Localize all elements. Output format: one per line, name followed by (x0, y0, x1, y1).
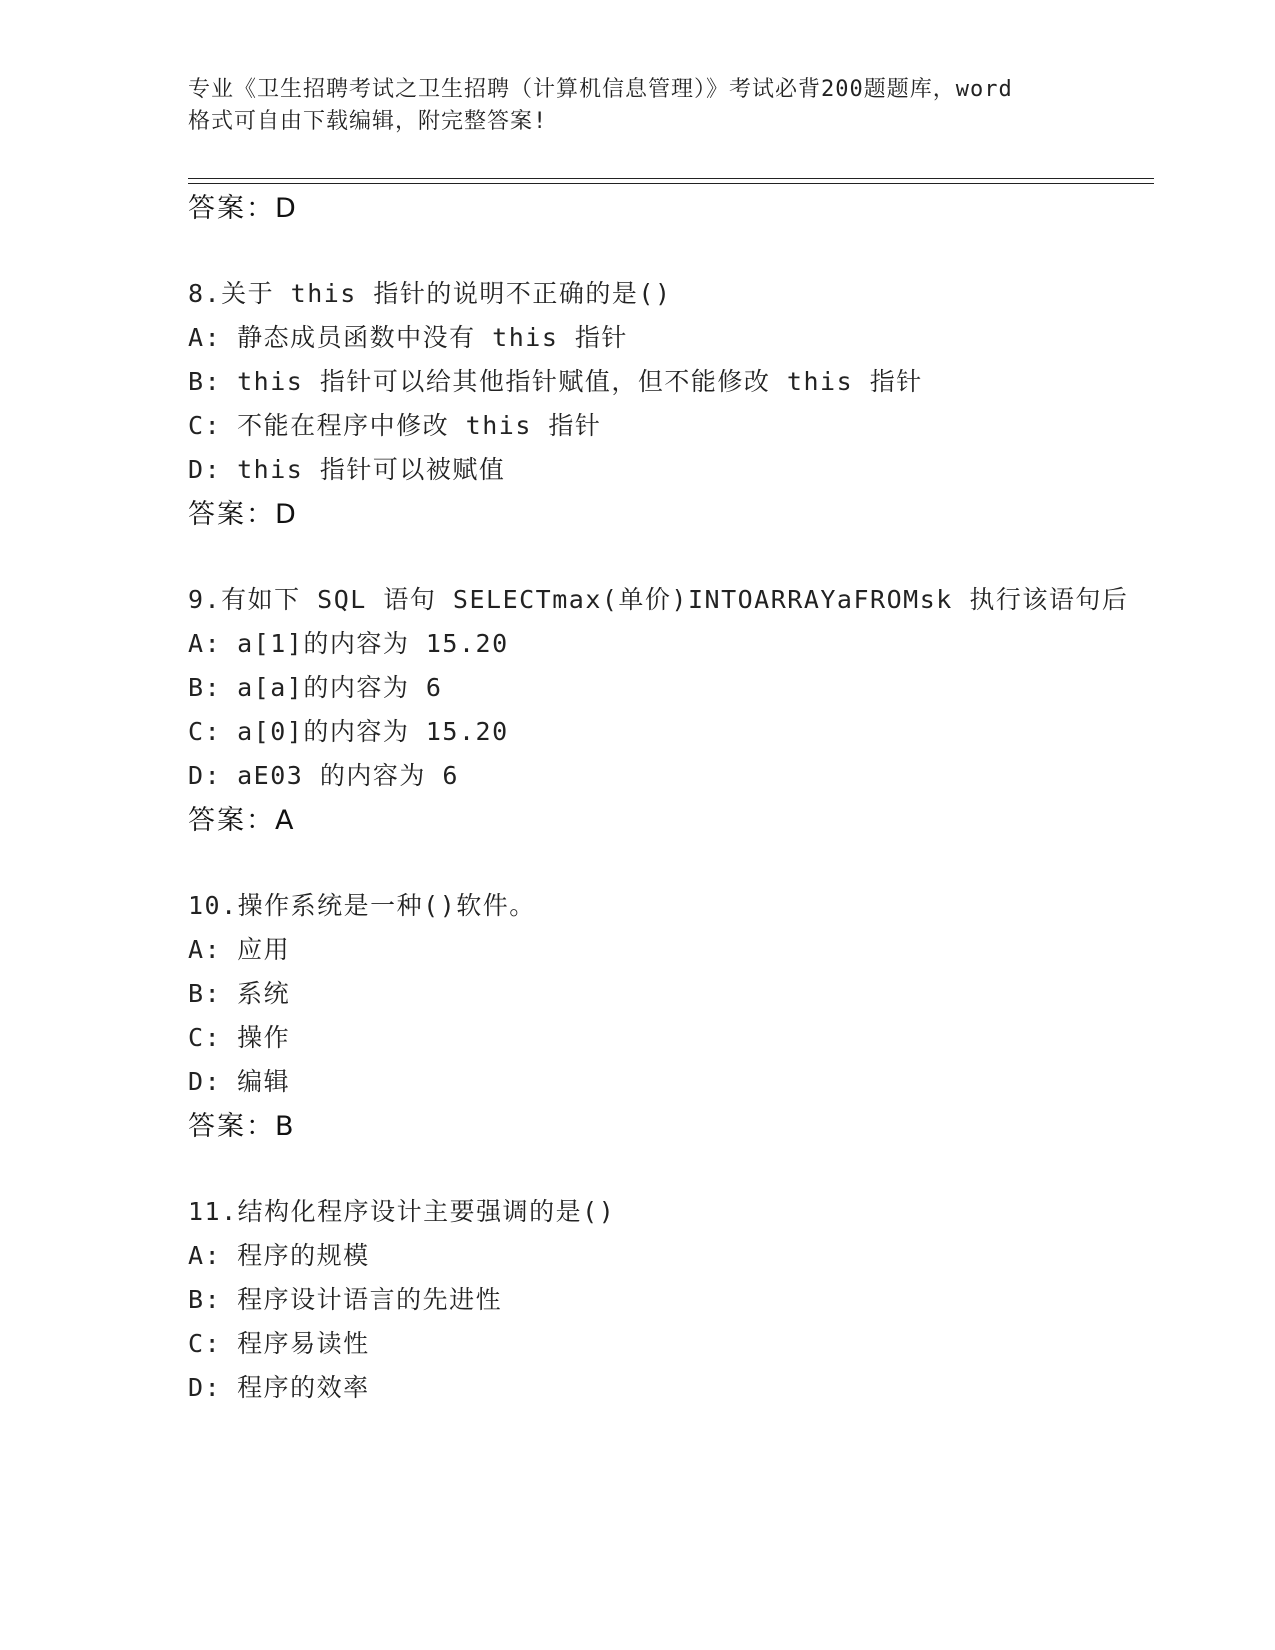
q8-option-d (188, 450, 505, 486)
option-letter: A (188, 935, 205, 964)
q11-option-a (188, 1236, 370, 1272)
q9-option-c (188, 712, 509, 748)
option-separator: : (204, 411, 222, 440)
option-text: 程序设计语言的先进性 (237, 1285, 503, 1314)
option-letter: D (188, 1067, 205, 1096)
header-rule-top (188, 178, 1154, 179)
option-text: 不能在程序中修改 this 指针 (237, 411, 602, 440)
question-8: 8.关于 this 指针的说明不正确的是() (188, 279, 672, 308)
q10-option-a (188, 930, 290, 966)
option-separator: : (204, 673, 222, 702)
option-letter: D (188, 455, 205, 484)
option-separator: : (204, 1241, 222, 1270)
q8-answer: 答案：D (188, 499, 298, 530)
option-letter: A (188, 629, 205, 658)
option-text: 程序的效率 (237, 1373, 370, 1402)
option-letter: C (188, 1023, 205, 1052)
q9-option-b (188, 668, 442, 704)
q8-option-a (188, 318, 628, 354)
option-letter: B (188, 979, 205, 1008)
q8-option-b (188, 362, 923, 398)
option-separator: : (204, 1067, 222, 1096)
q10-option-b (188, 974, 290, 1010)
question-11: 11.结构化程序设计主要强调的是() (188, 1197, 616, 1226)
q10-answer: 答案：B (188, 1111, 296, 1142)
option-text: 系统 (237, 979, 291, 1008)
q8-option-c (188, 406, 601, 442)
option-text: this 指针可以被赋值 (237, 455, 506, 484)
option-letter: B (188, 1285, 205, 1314)
option-separator: : (204, 629, 222, 658)
option-letter: C (188, 1329, 205, 1358)
option-letter: C (188, 717, 205, 746)
option-text: a[0]的内容为 15.20 (237, 717, 509, 746)
option-letter: D (188, 1373, 205, 1402)
option-separator: : (204, 1285, 222, 1314)
option-separator: : (204, 717, 222, 746)
document-header (188, 74, 1108, 138)
option-separator: : (204, 367, 222, 396)
header-line-2: 格式可自由下载编辑，附完整答案! (188, 109, 548, 134)
question-10: 10.操作系统是一种()软件。 (188, 891, 536, 920)
option-separator: : (204, 1329, 222, 1358)
answer-prev: 答案：D (188, 193, 298, 224)
option-text: 静态成员函数中没有 this 指针 (237, 323, 628, 352)
header-line-1: 专业《卫生招聘考试之卫生招聘（计算机信息管理）》考试必背200题题库，word (188, 77, 1013, 102)
option-text: 编辑 (237, 1067, 291, 1096)
q10-option-c (188, 1018, 290, 1054)
q11-option-b (188, 1280, 502, 1316)
option-text: 程序的规模 (237, 1241, 370, 1270)
option-letter: D (188, 761, 205, 790)
option-letter: B (188, 367, 205, 396)
option-letter: A (188, 1241, 205, 1270)
option-separator: : (204, 935, 222, 964)
q9-option-a (188, 624, 509, 660)
q9-answer: 答案：A (188, 805, 296, 836)
option-separator: : (204, 761, 222, 790)
option-letter: A (188, 323, 205, 352)
option-letter: C (188, 411, 205, 440)
q9-option-d (188, 756, 459, 792)
question-9: 9.有如下 SQL 语句 SELECTmax(单价)INTOARRAYaFROMsk 执行该语句后 (188, 585, 1129, 614)
option-text: this 指针可以给其他指针赋值，但不能修改 this 指针 (237, 367, 923, 396)
option-text: a[1]的内容为 15.20 (237, 629, 509, 658)
q11-option-c (188, 1324, 370, 1360)
q11-option-d (188, 1368, 370, 1404)
option-text: 程序易读性 (237, 1329, 370, 1358)
option-text: 应用 (237, 935, 291, 964)
option-text: a[a]的内容为 6 (237, 673, 443, 702)
header-rule-bottom (188, 183, 1154, 184)
q10-option-d (188, 1062, 290, 1098)
option-separator: : (204, 455, 222, 484)
option-text: 操作 (237, 1023, 291, 1052)
option-separator: : (204, 1023, 222, 1052)
option-separator: : (204, 1373, 222, 1402)
option-separator: : (204, 323, 222, 352)
option-separator: : (204, 979, 222, 1008)
option-text: aE03 的内容为 6 (237, 761, 459, 790)
option-letter: B (188, 673, 205, 702)
